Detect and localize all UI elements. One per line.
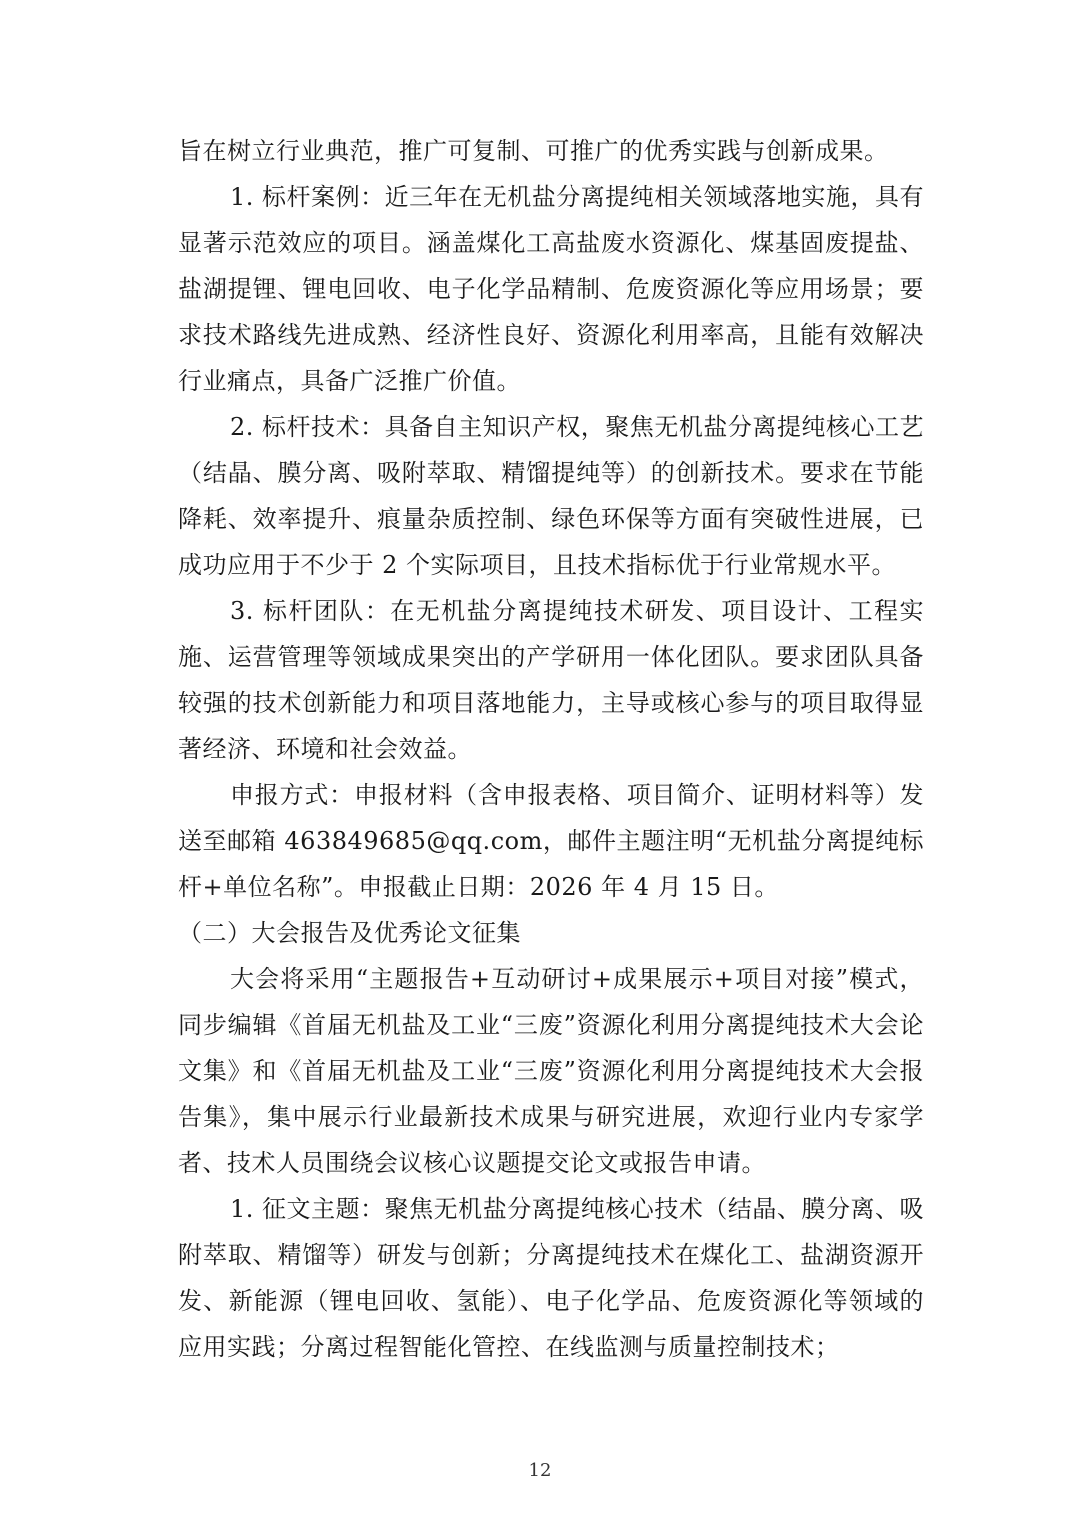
page-number: 12 bbox=[528, 1460, 552, 1481]
paragraph-intro-continuation: 旨在树立行业典范，推广可复制、可推广的优秀实践与创新成果。 bbox=[178, 137, 889, 165]
paragraph-conference-reports: 大会将采用“主题报告+互动研讨+成果展示+项目对接”模式，同步编辑《首届无机盐及工业“三废”资源化利用分离提纯技术大会论文集》和《首届无机盐及工业“三废”资源化利用分离提纯技术大会报告集》，集中展示行业最新技术成果与研究进展，欢迎行业内专家学者、技术人员围绕会议核心议题提交论文或报告申请。 bbox=[178, 965, 924, 1177]
paragraph-benchmark-technology: 2. 标杆技术：具备自主知识产权，聚焦无机盐分离提纯核心工艺（结晶、膜分离、吸附萃取、精馏提纯等）的创新技术。要求在节能降耗、效率提升、痕量杂质控制、绿色环保等方面有突破性进展，已成功应用于不少于 2 个实际项目，且技术指标优于行业常规水平。 bbox=[178, 413, 924, 579]
document-body bbox=[178, 128, 924, 1370]
section-heading: （二）大会报告及优秀论文征集 bbox=[178, 919, 521, 947]
paragraph-paper-topics: 1. 征文主题：聚焦无机盐分离提纯核心技术（结晶、膜分离、吸附萃取、精馏等）研发与创新；分离提纯技术在煤化工、盐湖资源开发、新能源（锂电回收、氢能）、电子化学品、危废资源化等领域的应用实践；分离过程智能化管控、在线监测与质量控制技术； bbox=[178, 1195, 924, 1361]
paragraph-benchmark-case: 1. 标杆案例：近三年在无机盐分离提纯相关领域落地实施，具有显著示范效应的项目。涵盖煤化工高盐废水资源化、煤基固废提盐、盐湖提锂、锂电回收、电子化学品精制、危废资源化等应用场景；要求技术路线先进成熟、经济性良好、资源化利用率高，且能有效解决行业痛点，具备广泛推广价值。 bbox=[178, 183, 924, 395]
paragraph-application-method: 申报方式：申报材料（含申报表格、项目简介、证明材料等）发送至邮箱 463849685@qq.com，邮件主题注明“无机盐分离提纯标杆+单位名称”。申报截止日期：2026 年 4 月 15 日。 bbox=[178, 781, 924, 901]
paragraph-benchmark-team: 3. 标杆团队：在无机盐分离提纯技术研发、项目设计、工程实施、运营管理等领域成果突出的产学研用一体化团队。要求团队具备较强的技术创新能力和项目落地能力，主导或核心参与的项目取得显著经济、环境和社会效益。 bbox=[178, 597, 924, 763]
